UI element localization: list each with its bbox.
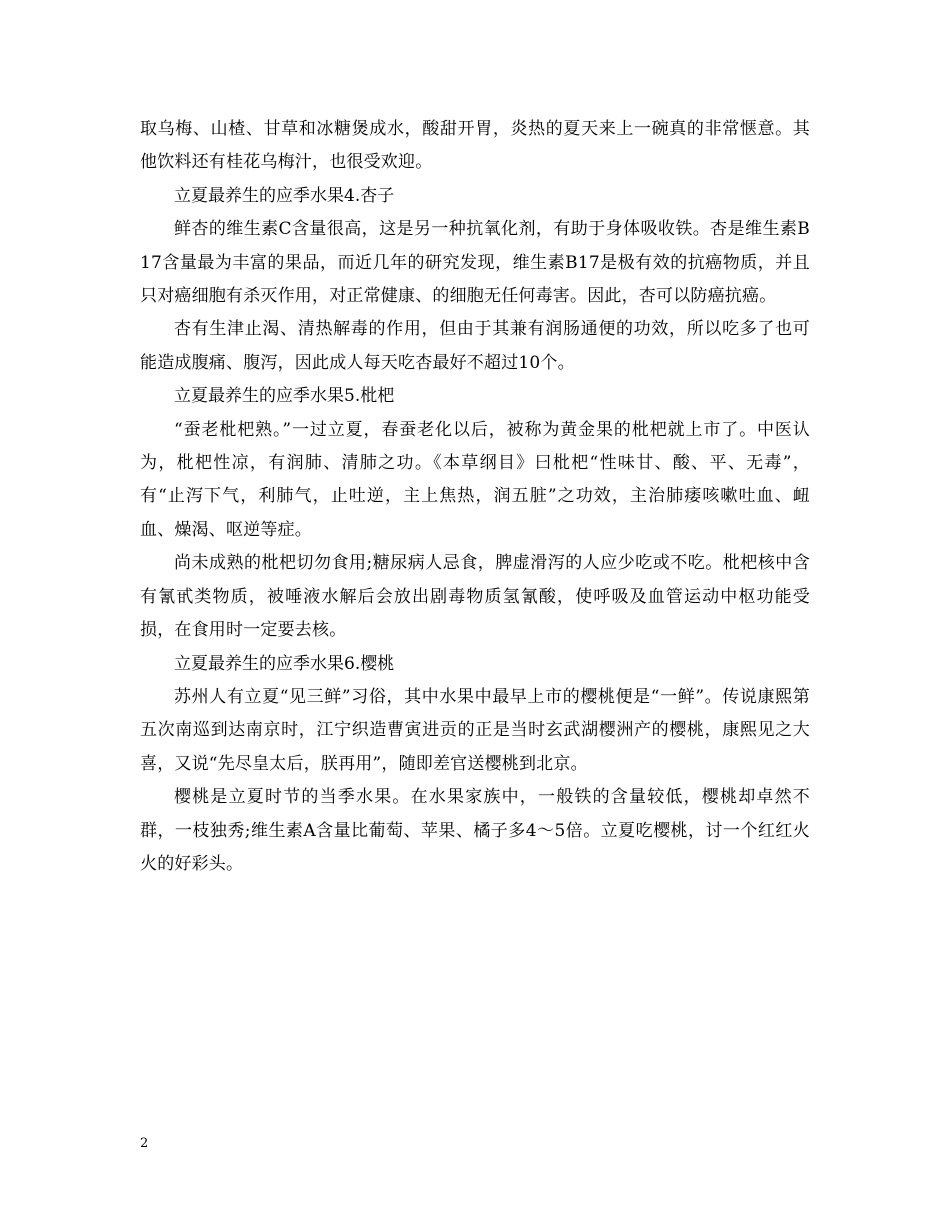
paragraph-loquat-benefits: “蚕老枇杷熟。”一过立夏，春蚕老化以后，被称为黄金果的枇杷就上市了。中医认为，枇杷性凉，有润肺、清肺之功。《本草纲目》曰枇杷“性味甘、酸、平、无毒”，有“止泻下气，利肺气，止吐逆，主上焦热，润五脏”之功效，主治肺痿咳嗽吐血、衄血、燥渴、呕逆等症。 bbox=[140, 419, 810, 540]
section-heading-loquat: 立夏最养生的应季水果5.枇杷 bbox=[174, 386, 395, 407]
section-heading-cherry: 立夏最养生的应季水果6.樱桃 bbox=[174, 653, 395, 674]
paragraph-loquat-caution: 尚未成熟的枇杷切勿食用;糖尿病人忌食，脾虚滑泻的人应少吃或不吃。枇杷核中含有氰甙类物质，被唾液水解后会放出剧毒物质氢氰酸，使呼吸及血管运动中枢功能受损，在食用时一定要去核。 bbox=[140, 553, 810, 641]
paragraph-cherry-nutrition: 樱桃是立夏时节的当季水果。在水果家族中，一般铁的含量较低，樱桃却卓然不群，一枝独秀;维生素A含量比葡萄、苹果、橘子多4～5倍。立夏吃樱桃，讨一个红红火火的好彩头。 bbox=[140, 787, 810, 874]
paragraph-cherry-custom: 苏州人有立夏“见三鲜”习俗，其中水果中最早上市的樱桃便是“一鲜”。传说康熙第五次南巡到达南京时，江宁织造曹寅进贡的正是当时玄武湖樱洲产的樱桃，康熙见之大喜，又说“先尽皇太后，朕再用”，随即差官送樱桃到北京。 bbox=[140, 686, 810, 774]
section-heading-apricot: 立夏最养生的应季水果4.杏子 bbox=[174, 185, 395, 206]
paragraph-apricot-vitamins: 鲜杏的维生素C含量很高，这是另一种抗氧化剂，有助于身体吸收铁。杏是维生素B17含量最为丰富的果品，而近几年的研究发现，维生素B17是极有效的抗癌物质，并且只对癌细胞有杀灭作用，对正常健康、的细胞无任何毒害。因此，杏可以防癌抗癌。 bbox=[140, 219, 810, 307]
paragraph-plum-drink: 取乌梅、山楂、甘草和冰糖煲成水，酸甜开胃，炎热的夏天来上一碗真的非常惬意。其他饮料还有桂花乌梅汁，也很受欢迎。 bbox=[140, 119, 810, 173]
page-number: 2 bbox=[140, 1136, 149, 1151]
document-body bbox=[140, 113, 810, 881]
paragraph-apricot-caution: 杏有生津止渴、清热解毒的作用，但由于其兼有润肠通便的功效，所以吃多了也可能造成腹痛、腹泻，因此成人每天吃杏最好不超过10个。 bbox=[140, 319, 810, 373]
